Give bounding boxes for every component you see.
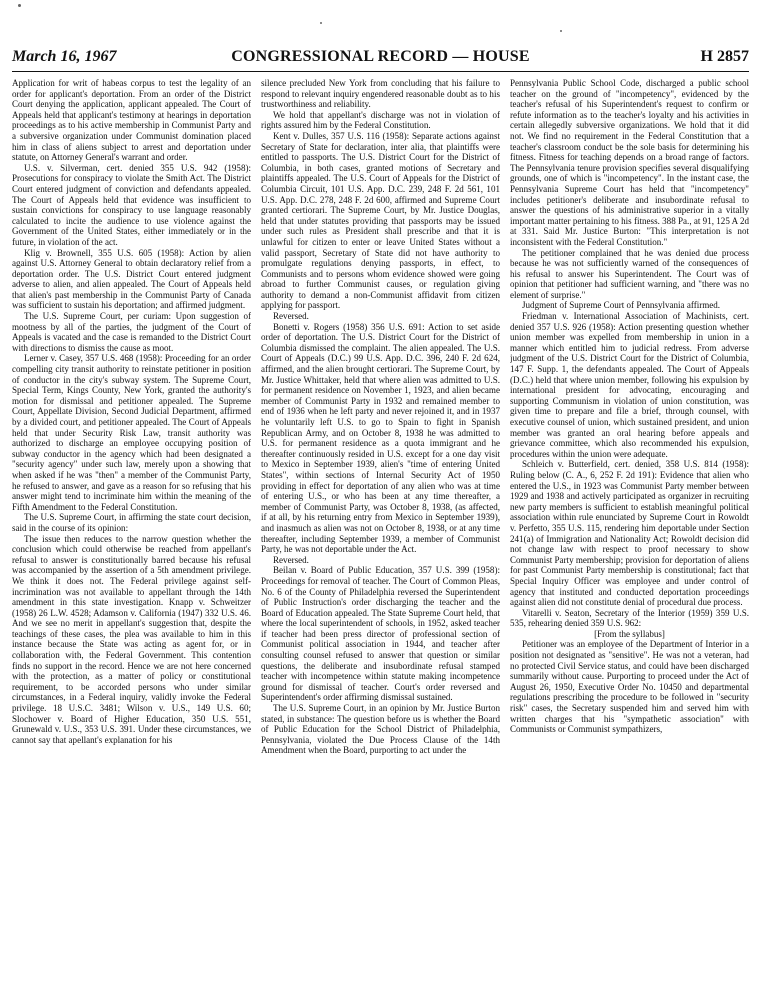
paragraph: Application for writ of habeas corpus to test the legality of an order for applicant's deportation. From an order of the District Court denying the application, applicant appealed. The Court of Appeals held that applicant's testimony at hearings in deportation proceedings as to his active membership in Communist Party and a subversive organization under Communist domination placed him in class of aliens subject to arrest and deportation under statute, on Attorney General's warrant and order.	[12, 78, 251, 163]
column-middle	[261, 78, 500, 980]
paragraph: Pennsylvania Public School Code, discharged a public school teacher on the ground of "incompetency", evidenced by the teacher's refusal of his Superintendent's request to confirm or refute information as to the teacher's loyalty and his activities in certain allegedly subversive organizations. We hold that it did not. We find no requirement in the Federal Constitution that a teacher's classroom conduct be the sole basis for determining his fitness. Fitness for teaching depends on a broad range of factors. The Pennsylvania tenure provision specifies several disqualifying grounds, one of which is "incompetency". In the instant case, the Pennsylvania Supreme Court has held that "incompetency" includes petitioner's deliberate and insubordinate refusal to answer the questions of his administrative superior in a vitally important matter pertaining to his fitness. 388 Pa., at 91, 125 A 2d at 331. Said Mr. Justice Burton: "This interpretation is not inconsistent with the Federal Constitution."	[510, 78, 749, 247]
header-rule	[12, 71, 749, 72]
paragraph: Klig v. Brownell, 355 U.S. 605 (1958): Action by alien against U.S. Attorney General to obtain declaratory relief from a deportation order. The U.S. District Court entered judgment adverse to alien, and alien appealed. The Court of Appeals held that alien's past membership in the Communist Party of Canada was sufficient to sustain his deportation; and affirmed judgment.	[12, 247, 251, 311]
paragraph: Judgment of Supreme Court of Pennsylvania affirmed.	[522, 300, 721, 311]
paragraph: Reversed.	[273, 554, 309, 565]
paragraph: The U.S. Supreme Court, per curiam: Upon suggestion of mootness by all of the parties, the judgment of the Court of Appeals is vacated and the case is remanded to the District Court with directions to dismiss the cause as moot.	[12, 311, 251, 353]
header-page-number: H 2857	[700, 48, 749, 65]
paragraph: Kent v. Dulles, 357 U.S. 116 (1958): Separate actions against Secretary of State for declaration, inter alia, that plaintiffs were entitled to passports. The U.S. District Court for the District of Columbia, in both cases, granted motions of Secretary and plaintiffs appealed. The U.S. Court of Appeals for the District of Columbia Circuit, 101 U.S. App. D.C. 239, 248 F. 2d 561, 101 U.S. App. D.C. 278, 248 F. 2d 600, affirmed and Supreme Court granted certiorari. The Supreme Court, by Mr. Justice Douglas, held that under statutes providing that passports may be issued under such rules as President shall prescribe and that it is unlawful for citizen to enter or leave United States without a valid passport, Secretary of State did not have authority to promulgate regulations denying passports, in effect, to Communists and to persons whom evidence showed were going abroad to further Communist causes, or regulation giving authority to demand a non-Communist affidavit from citizen applying for passport.	[261, 130, 500, 311]
paragraph: Schleich v. Butterfield, cert. denied, 358 U.S. 814 (1958): Ruling below (C. A., 6, 252 F. 2d 191): Evidence that alien who entered the U.S., in 1923 was Communist Party member between 1929 and 1938 and actively participated as organizer in recruiting new party members is sufficient to establish meaningful political association within rule enunciated by Supreme Court in Rowoldt v. Perfetto, 355 U.S. 115, rendering him deportable under Section 241(a) of Immigration and Nationality Act; Rowoldt decision did not change law with respect to proof necessary to show Communist Party membership; provision for deportation of aliens for past Communist Party membership is constitutional; fact that Special Inquiry Officer was employee and under control of agency that instituted and conducted deportation proceedings against alien did not constitute denial of procedural due process.	[510, 459, 749, 608]
paragraph: U.S. v. Silverman, cert. denied 355 U.S. 942 (1958): Prosecutions for conspiracy to violate the Smith Act. The District Court entered judgment of conviction and defendants appealed. The Court of Appeals held that evidence was insufficient to sustain convictions for conspiracy to use language reasonably calculated to incite the audience to use violence against the Government of the United States, either immediately or in the future, in violation of the act.	[12, 162, 251, 247]
paragraph: silence precluded New York from concluding that his failure to respond to relevant inquiry engendered reasonable doubt as to his trustworthiness and reliability.	[261, 78, 500, 110]
column-left	[12, 78, 251, 980]
paragraph: Friedman v. International Association of Machinists, cert. denied 357 U.S. 926 (1958): Action presenting question whether union member was expelled from membership in union in a manner which entitled him to judicial redress. From adverse judgment of the U.S. District Court for the District of Columbia, 147 F. Supp. 1, the defendants appealed. The Court of Appeals (D.C.) held that where union member, following his expulsion by international president for advocating, encouraging and supporting Communism in violation of union constitution, was given time to prepare and file a brief, through counsel, with executive counsel of union, which sustained president, and union member was granted an oral hearing before appeals and grievance committee, which also recommended his expulsion, procedures within the union were adequate.	[510, 311, 749, 459]
scan-speckles	[0, 0, 763, 48]
paragraph: The issue then reduces to the narrow question whether the conclusion which could otherwise be reached from appellant's refusal to answer is constitutionally barred because his refusal was accompanied by the assertion of a 5th amendment privilege. We think it does not. The Federal privilege against self-incrimination was not available to appellant through the 14th amendment in this state investigation. Knapp v. Schweitzer (1958) 26 L.W. 4528; Adamson v. California (1947) 332 U.S. 46. And we see no merit in appellant's suggestion that, despite the teachings of these cases, the plea was available to him in this instance because the State was acting as agent for, or in collaboration with, the Federal Government. This contention finds no support in the record. Hence we are not here concerned with the protection, as a matter of policy or constitutional requirement, to be accorded persons who under similar circumstances, in a Federal inquiry, validly invoke the Federal privilege. 18 U.S.C. 3481; Wilson v. U.S., 149 U.S. 60; Slochower v. Board of Higher Education, 350 U.S. 551, Grunewald v. U.S., 353 U.S. 391. Under these circumstances, we cannot say that apellant's explanation for his	[12, 533, 251, 745]
paragraph: Petitioner was an employee of the Department of Interior in a position not designated as "sensitive". He was not a veteran, had no protected Civil Service status, and could have been discharged summarily without cause. Purporting to proceed under the Act of August 26, 1950, Executive Order No. 10450 and departmental regulations prescribing the procedure to be followed in "security risk" cases, the Secretary suspended him and served him with written charges that his "sympathetic association" with Communists or Communist sympathizers,	[510, 639, 749, 735]
paragraph: Bonetti v. Rogers (1958) 356 U.S. 691: Action to set aside order of deportation. The U.S. District Court for the District of Columbia dismissed the complaint. The alien appealed. The U.S. Court of Appeals (D.C.) 99 U.S. App. D.C. 396, 240 F. 2d 624, affirmed, and the alien brought certiorari. The Supreme Court, by Mr. Justice Whittaker, held that where alien was admitted to U.S. for permanent residence on November 1, 1923, and alien became member of Communist Party in 1932 and remained member to end of 1936 when he left party and never rejoined it, and in 1937 he voluntarily left U.S. to go to Spain to fight in Spanish Republican Army, and on October 8, 1938 he was admitted to U.S. for permanent residence as a quota immigrant and he thereafter continuously resided in U.S. except for a one day visit to Mexico in September 1939, alien's "time of entering United States", within sections of Internal Security Act of 1950 providing in effect for deportation of any alien who was at time of entering U.S., or who has been at any time thereafter, a member of Communist Party, was October 8, 1938, (as affected, if at all, by his returning entry from Mexico in September 1939), and inasmuch as alien was not on October 8, 1938, or at any time thereafter, including September 1939, a member of Communist Party, he was not deportable under the Act.	[261, 321, 500, 555]
column-right	[510, 78, 749, 980]
paragraph: [From the syllabus]	[594, 628, 665, 639]
paragraph: Vitarelli v. Seaton, Secretary of the Interior (1959) 359 U.S. 535, rehearing denied 359 U.S. 962:	[510, 607, 749, 629]
paragraph: Lerner v. Casey, 357 U.S. 468 (1958): Proceeding for an order compelling city transit authority to reinstate petitioner in position of conductor in the city's subway system. The Supreme Court, Special Term, Kings County, New York, granted the authority's motion for dismissal and petitioner appealed. The Supreme Court, Appellate Division, Second Judicial Department, affirmed by a divided court, and petitioner appealed. The Court of Appeals held that under Security Risk Law, transit authority was authorized to discharge an employee occupying position of subway conductor in the agency which had been designated a "security agency" under such law, merely upon a showing that when asked if he was "then" a member of the Communist Party, he refused to answer, and gave as a reason for so refusing that his answer might tend to incriminate him within the meaning of the Fifth Amendment to the Federal Constitution.	[12, 353, 251, 512]
text-columns	[12, 78, 749, 980]
paragraph: The U.S. Supreme Court, in affirming the state court decision, said in the course of its opinion:	[12, 512, 251, 533]
paragraph: The petitioner complained that he was denied due process because he was not sufficiently warned of the consequences of his refusal to answer his Superintendent. The Court was of opinion that petitioner had sufficient warning, and "there was no element of surprise."	[510, 247, 749, 300]
paragraph: We hold that appellant's discharge was not in violation of rights assured him by the Federal Constitution.	[261, 109, 500, 131]
bottom-edge	[12, 978, 749, 984]
header-title: CONGRESSIONAL RECORD — HOUSE	[231, 48, 530, 65]
paragraph: The U.S. Supreme Court, in an opinion by Mr. Justice Burton stated, in substance: The question before us is whether the Board of Public Education for the School District of Philadelphia, Pennsylvania, violated the Due Process Clause of the 14th Amendment when the Board, purporting to act under the	[261, 703, 500, 756]
paragraph: Reversed.	[273, 311, 309, 322]
paragraph: Beilan v. Board of Public Education, 357 U.S. 399 (1958): Proceedings for removal of teacher. The Court of Common Pleas, No. 6 of the County of Philadelphia reversed the Superintendent of Public Instruction's order discharging the teacher and the Board of Education appealed. The State Supreme Court held, that where the local superintendent of schools, in 1952, asked teacher if teacher had been press director of professional section of Communist political association in 1944, and teacher after consulting counsel refused to answer that question or similar questions, the deliberate and insubordinate refusal stamped teacher with incompetence within statute making incompetence ground for dismissal of teacher. Court's order reversed and Superintendent's order affirming dismissal sustained.	[261, 565, 500, 703]
header-date: March 16, 1967	[12, 48, 117, 65]
